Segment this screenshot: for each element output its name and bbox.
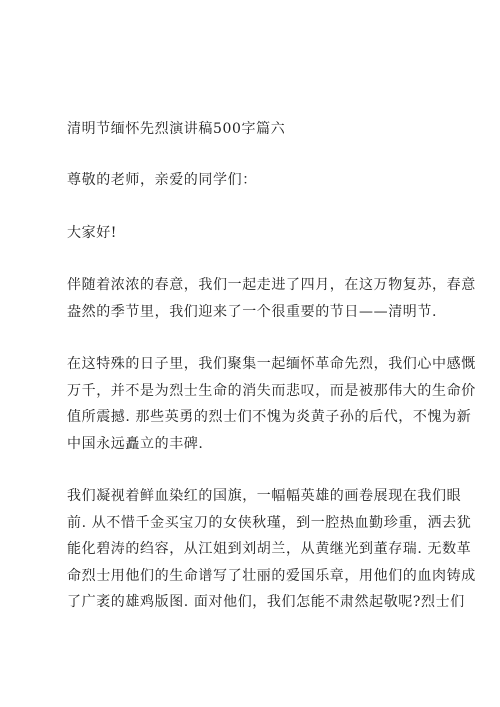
paragraph-salutation [67,167,435,194]
text-line: 伴随着浓浓的春意，我们一起走进了四月，在这万物复苏，春意 [67,277,476,293]
paragraph-intro [67,272,476,325]
text-line: 大家好! [67,225,118,241]
text-line: 能化碧涛的绉容，从江姐到刘胡兰，从黄继光到董存瑞. 无数革 [67,541,472,557]
paragraph-heroes [67,483,476,616]
text-line: 我们凝视着鲜血染红的国旗，一幅幅英雄的画卷展现在我们眼 [67,488,462,504]
text-line: 值所震撼. 那些英勇的烈士们不愧为炎黄子孙的后代，不愧为新 [67,409,472,425]
text-line: 命烈士用他们的生命谱写了壮丽的爱国乐章，用他们的血肉铸成 [67,567,476,584]
document-title: 清明节缅怀先烈演讲稿500字篇六 [67,121,286,137]
paragraph-greeting [67,220,435,247]
text-line: 盎然的季节里，我们迎来了一个很重要的节日——清明节. [67,303,438,320]
text-line: 中国永远矗立的丰碑. [67,435,204,452]
paragraph-reflection [67,351,476,457]
text-line: 了广袤的雄鸡版图. 面对他们，我们怎能不肃然起敬呢?烈士们 [67,594,465,610]
text-line: 在这特殊的日子里，我们聚集一起缅怀革命先烈，我们心中感慨 [67,356,476,372]
text-line: 万千，并不是为烈士生命的消失而悲叹，而是被那伟大的生命价 [67,382,476,399]
text-line: 前. 从不惜千金买宝刀的女侠秋瑾，到一腔热血勤珍重，洒去犹 [67,514,472,531]
text-line: 尊敬的老师，亲爱的同学们： [67,172,257,188]
